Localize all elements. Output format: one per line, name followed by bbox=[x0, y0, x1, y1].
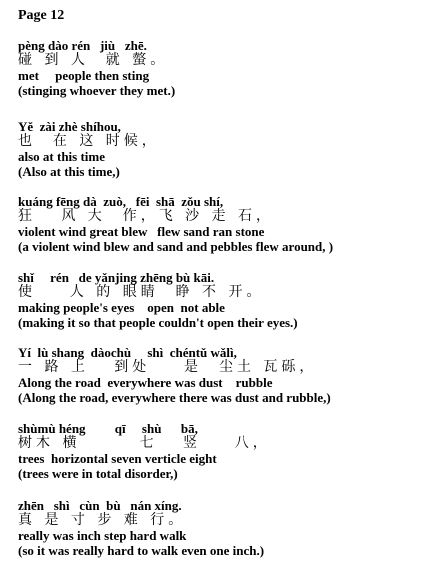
stanza-5 bbox=[18, 345, 418, 405]
translation-line: (making it so that people couldn't open their eyes.) bbox=[18, 315, 298, 330]
stanza-6 bbox=[18, 421, 418, 481]
translation-line: (so it was really hard to walk even one inch.) bbox=[18, 543, 265, 558]
gloss-line: violent wind great blew flew sand ran stone bbox=[18, 224, 265, 239]
page-label: Page 12 bbox=[18, 8, 65, 23]
pinyin-line: Yí lù shang dàochù shì chéntǔ wǎlì, bbox=[18, 345, 237, 360]
hanzi-line: 使 人 的 眼睛 睁 不 开。 bbox=[18, 284, 265, 300]
translation-line: (trees were in total disorder,) bbox=[18, 466, 178, 481]
stanza-2 bbox=[18, 119, 418, 179]
hanzi-line: 狂 风 大 作，飞 沙 走 石， bbox=[18, 208, 275, 224]
gloss-line: trees horizontal seven verticle eight bbox=[18, 451, 217, 466]
pinyin-line: zhēn shì cùn bù nán xíng. bbox=[18, 498, 182, 513]
hanzi-line: 碰 到 人 就 螫。 bbox=[18, 52, 169, 68]
hanzi-line: 树木 横 七 竖 八， bbox=[18, 435, 271, 451]
gloss-line: Along the road everywhere was dust rubble bbox=[18, 375, 273, 390]
hanzi-line: 真 是 寸 步 难 行。 bbox=[18, 512, 187, 528]
gloss-line: making people's eyes open not able bbox=[18, 300, 225, 315]
pinyin-line: Yě zài zhè shíhou, bbox=[18, 119, 121, 134]
pinyin-line: kuáng fēng dà zuò, fēi shā zǒu shí, bbox=[18, 194, 224, 209]
translation-line: (Along the road, everywhere there was dust and rubble,) bbox=[18, 390, 331, 405]
stanza-4 bbox=[18, 270, 418, 330]
pinyin-line: shǐ rén de yǎnjing zhēng bù kāi. bbox=[18, 270, 215, 285]
stanza-7 bbox=[18, 498, 418, 558]
gloss-line: really was inch step hard walk bbox=[18, 528, 187, 543]
pinyin-line: pèng dào rén jiù zhē. bbox=[18, 38, 147, 53]
translation-line: (a violent wind blew and sand and pebbles flew around, ) bbox=[18, 239, 334, 254]
hanzi-line: 也 在 这 时候， bbox=[18, 133, 160, 149]
gloss-line: met people then sting bbox=[18, 68, 150, 83]
pinyin-line: shùmù héng qī shù bā, bbox=[18, 421, 198, 436]
gloss-line: also at this time bbox=[18, 149, 106, 164]
stanza-3 bbox=[18, 194, 418, 254]
stanza-1 bbox=[18, 38, 418, 98]
hanzi-line: 一 路 上 到处 是 尘土 瓦砾， bbox=[18, 359, 318, 375]
translation-line: (Also at this time,) bbox=[18, 164, 120, 179]
translation-line: (stinging whoever they met.) bbox=[18, 83, 176, 98]
